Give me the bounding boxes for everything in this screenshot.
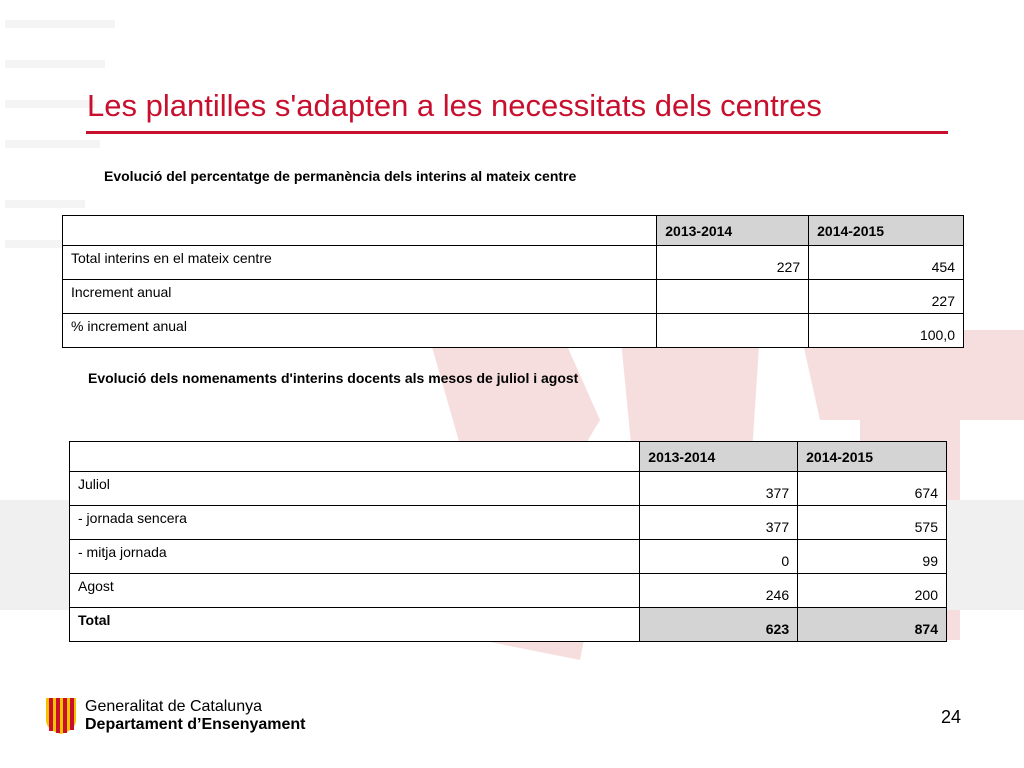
table1-caption: Evolució del percentatge de permanència dels interins al mateix centre bbox=[104, 168, 577, 184]
value-2014-2015: 100,0 bbox=[809, 314, 964, 348]
header-cell-empty bbox=[70, 442, 640, 472]
value-2014-2015: 200 bbox=[798, 574, 947, 608]
value-2014-2015: 874 bbox=[798, 608, 947, 642]
title-underline bbox=[86, 131, 948, 134]
slide-title: Les plantilles s'adapten a les necessitats dels centres bbox=[87, 88, 822, 123]
row-label: Juliol bbox=[70, 472, 640, 506]
page-number: 24 bbox=[941, 707, 962, 727]
value-2014-2015: 674 bbox=[798, 472, 947, 506]
table-row bbox=[70, 472, 947, 506]
value-2013-2014: 227 bbox=[657, 246, 809, 280]
row-label: - mitja jornada bbox=[70, 540, 640, 574]
value-2013-2014 bbox=[657, 314, 809, 348]
value-2013-2014: 246 bbox=[640, 574, 798, 608]
row-label: Agost bbox=[70, 574, 640, 608]
table2-caption: Evolució dels nomenaments d'interins docents als mesos de juliol i agost bbox=[88, 370, 579, 386]
value-2014-2015: 99 bbox=[798, 540, 947, 574]
table-row bbox=[70, 574, 947, 608]
table-row bbox=[63, 280, 964, 314]
footer-org-line1: Generalitat de Catalunya bbox=[85, 698, 262, 715]
table-header-row bbox=[70, 442, 947, 472]
value-2014-2015: 227 bbox=[809, 280, 964, 314]
row-label: - jornada sencera bbox=[70, 506, 640, 540]
table-row bbox=[70, 506, 947, 540]
permanence-table bbox=[62, 215, 964, 348]
value-2013-2014 bbox=[657, 280, 809, 314]
generalitat-logo-icon bbox=[46, 698, 76, 734]
table-total-row bbox=[70, 608, 947, 642]
header-cell-empty bbox=[63, 216, 657, 246]
header-cell-2014-2015: 2014-2015 bbox=[798, 442, 947, 472]
table-row bbox=[63, 246, 964, 280]
value-2014-2015: 454 bbox=[809, 246, 964, 280]
header-cell-2013-2014: 2013-2014 bbox=[640, 442, 798, 472]
row-label: % increment anual bbox=[63, 314, 657, 348]
row-label: Increment anual bbox=[63, 280, 657, 314]
value-2014-2015: 575 bbox=[798, 506, 947, 540]
row-label: Total bbox=[70, 608, 640, 642]
row-label: Total interins en el mateix centre bbox=[63, 246, 657, 280]
table-row bbox=[63, 314, 964, 348]
appointments-table bbox=[69, 441, 947, 642]
header-cell-2014-2015: 2014-2015 bbox=[809, 216, 964, 246]
value-2013-2014: 377 bbox=[640, 472, 798, 506]
header-cell-2013-2014: 2013-2014 bbox=[657, 216, 809, 246]
value-2013-2014: 377 bbox=[640, 506, 798, 540]
table-header-row bbox=[63, 216, 964, 246]
value-2013-2014: 0 bbox=[640, 540, 798, 574]
footer-org-line2: Departament d’Ensenyament bbox=[85, 716, 306, 733]
value-2013-2014: 623 bbox=[640, 608, 798, 642]
table-row bbox=[70, 540, 947, 574]
